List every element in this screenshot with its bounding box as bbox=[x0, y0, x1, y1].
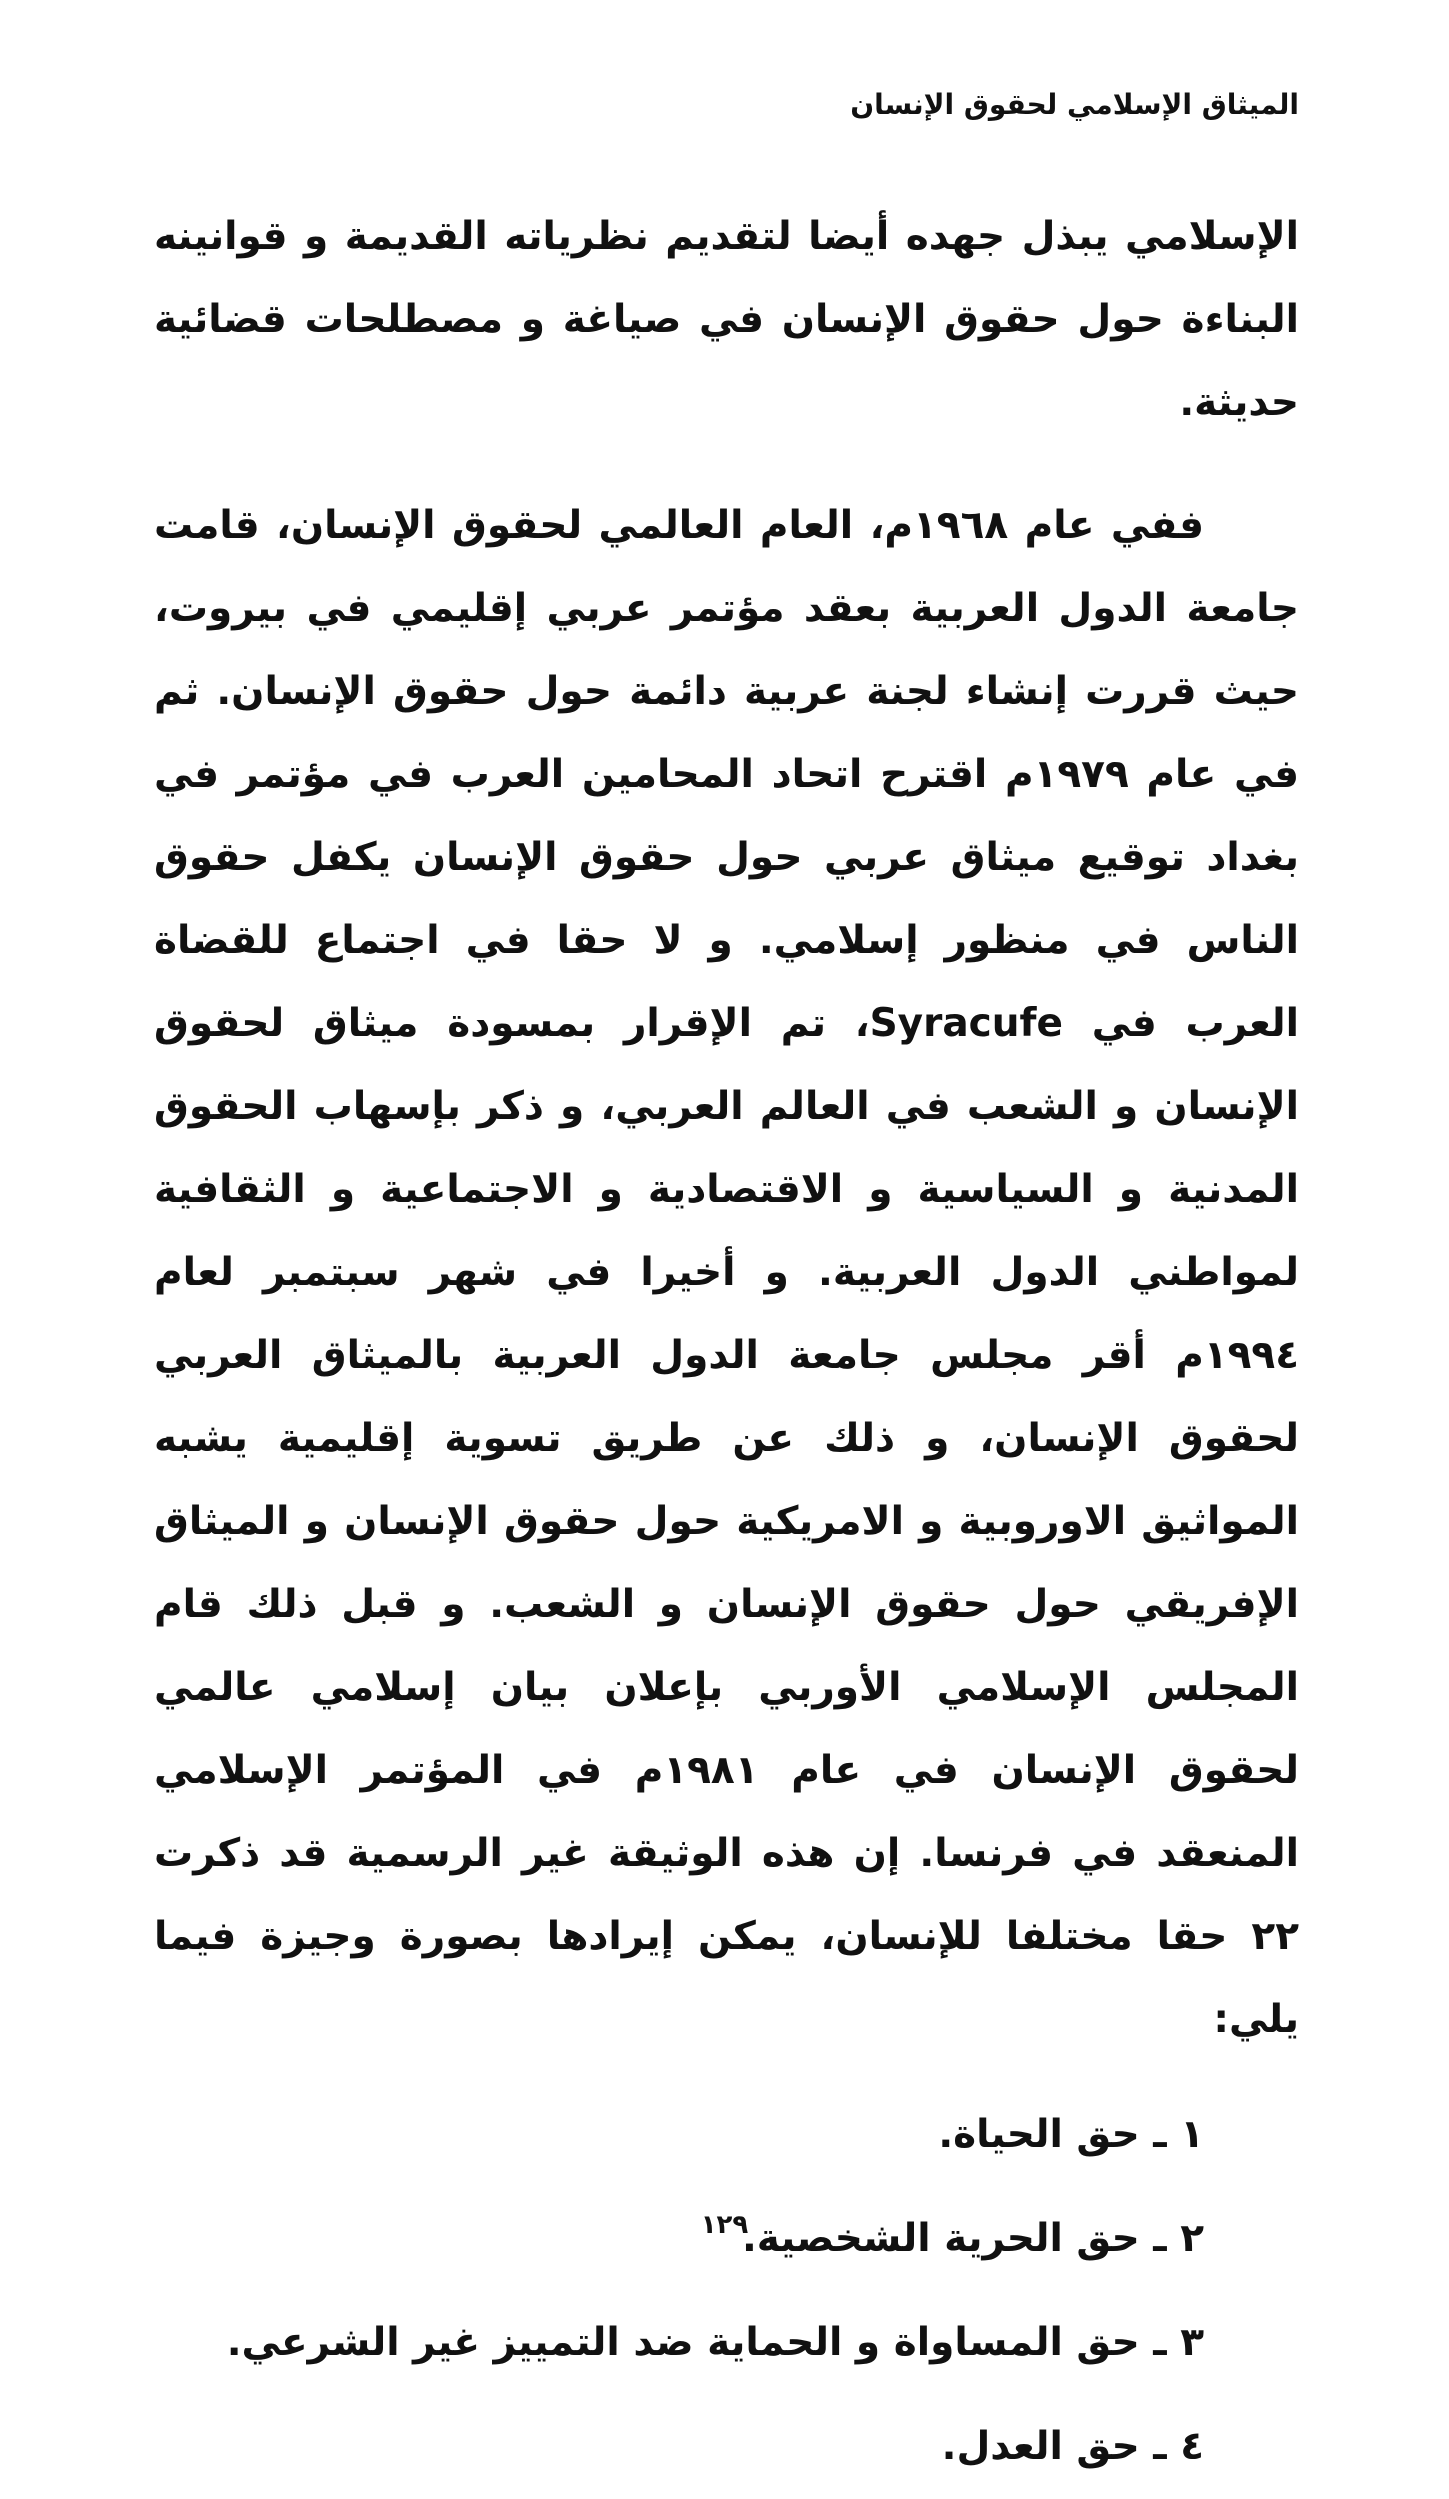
paragraph-main: ففي عام ١٩٦٨م، العام العالمي لحقوق الإنسان، قامت جامعة الدول العربية بعقد مؤتمر عربي إقليمي في بيروت، حيث قررت إنشاء لجنة عربية دائمة حول حقوق الإنسان. ثم في عام ١٩٧٩م اقترح اتحاد المحامين العرب في مؤتمر في بغداد توقيع ميثاق عربي حول حقوق الإنسان يكفل حقوق الناس في منظور إسلامي. و لا حقا في اجتماع للقضاة العرب في Syracufe، تم الإقرار بمسودة ميثاق لحقوق الإنسان و الشعب في العالم العربي، و ذكر بإسهاب الحقوق المدنية و السياسية و الاقتصادية و الاجتماعية و الثقافية لمواطني الدول العربية. و أخيرا في شهر سبتمبر لعام ١٩٩٤م أقر مجلس جامعة الدول العربية بالميثاق العربي لحقوق الإنسان، و ذلك عن طريق تسوية إقليمية يشبه المواثيق الاوروبية و الامريكية حول حقوق الإنسان و الميثاق الإفريقي حول حقوق الإنسان و الشعب. و قبل ذلك قام المجلس الإسلامي الأوربي بإعلان بيان إسلامي عالمي لحقوق الإنسان في عام ١٩٨١م في المؤتمر الإسلامي المنعقد في فرنسا. إن هذه الوثيقة غير الرسمية قد ذكرت ٢٢ حقا مختلفا للإنسان، يمكن إيرادها بصورة وجيزة فيما يلي: bbox=[154, 503, 1299, 2042]
list-item: ١ ـ حق الحياة. bbox=[938, 2112, 1204, 2157]
paragraph-intro: الإسلامي يبذل جهده أيضا لتقديم نظرياته القديمة و قوانينه البناءة حول حقوق الإنسان في صياغة و مصطلحات قضائية حديثة. bbox=[154, 214, 1299, 425]
running-header: الميثاق الإسلامي لحقوق الإنسان bbox=[850, 88, 1299, 121]
rights-list bbox=[154, 2083, 1204, 2499]
list-item: ٢ ـ حق الحرية الشخصية. bbox=[741, 2216, 1204, 2261]
list-item: ٤ ـ حق العدل. bbox=[941, 2424, 1204, 2469]
list-item: ٣ ـ حق المساواة و الحماية ضد التمييز غير الشرعي. bbox=[226, 2320, 1204, 2365]
page-content bbox=[154, 195, 1299, 2499]
page-number: ١٢٩ bbox=[700, 2210, 749, 2240]
